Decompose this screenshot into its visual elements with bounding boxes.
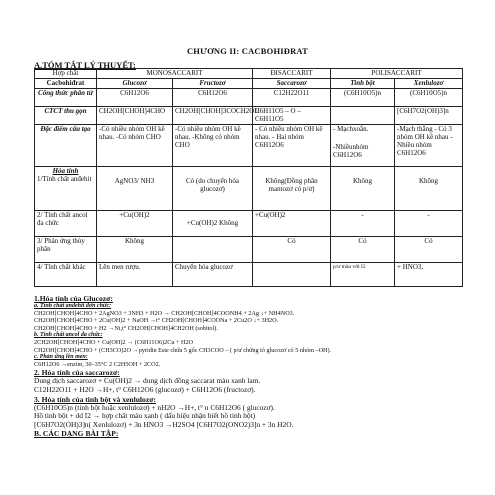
header-disaccarit: ĐISACCARIT (253, 69, 331, 79)
subheading-ancol: b. Tính chất ancol đa chức: (34, 332, 103, 339)
table-cell: p/ư màu với I2 (331, 263, 395, 287)
table-cell: +Cu(OH)2 Không (173, 211, 253, 237)
equation-line: 2CH2OH[CHOH]4CHO + Cu(OH)2 → (C6H11O6)2Cu + H2O (34, 339, 194, 347)
table-cell: C6H12O6 (97, 89, 173, 107)
col-xenlulozo: Xenlulozơ (395, 79, 463, 89)
heading-bai-tap: B. CÁC DẠNG BÀI TẬP: (34, 429, 119, 439)
table-row (35, 125, 463, 167)
equation-line: (C6H10O5)n (tinh bột hoặc xenlulozơ) + nH2O →H+, t° n C6H12O6 ( glucozơ). (34, 403, 275, 412)
row-label: 2/ Tính chất ancol đa chức (35, 211, 97, 237)
table-cell: Không(Đồng phân mantozơ có p/ư) (253, 167, 331, 211)
heading-tinh-bot-xenlulozo: 3. Hóa tính của tinh bột và xenlulozơ: (34, 394, 156, 404)
equation-line: C12H22O11 + H2O →H+, t° C6H12O6 (glucozơ) + C6H12O6 (fructozơ). (34, 386, 256, 395)
heading-glucozo: 1.Hóa tính của Glucozơ: (34, 294, 113, 303)
table-cell: -Có nhiều nhóm OH kề nhau. -Không có nhóm CHO (173, 125, 253, 167)
table-row (35, 237, 463, 263)
table-cell: Có (253, 237, 331, 263)
row-label (35, 167, 97, 211)
equation-line: CH2OH[CHOH]4CHO + 2AgNO3 + 3NH3 + H2O → CH2OH[CHOH]4COONH4 + 2Ag ↓+ NH4NO3. (34, 310, 295, 317)
equation-line: CH2OH[CHOH]4CHO + H2 →Ni,t° CH2OH[CHOH]4CH2OH (sobitol). (34, 324, 218, 332)
row-label: Đặc điểm cấu tạo (35, 125, 97, 167)
col-fructozo: Fructozơ (173, 79, 253, 89)
table-cell: [C6H7O2(OH)3]n (395, 107, 463, 125)
table-cell: +Cu(OH)2 (97, 211, 173, 237)
table-cell: CH2OH[CHOH]4CHO (97, 107, 173, 125)
col-saccarozo: Saccarozơ (253, 79, 331, 89)
table-cell (173, 237, 253, 263)
equation-line: Hồ tinh bột + dd I2 → hợp chất màu xanh ( dấu hiệu nhận biết hồ tinh bột) (34, 412, 256, 421)
chapter-title: CHƯƠNG II: CACBOHIĐRAT (186, 46, 309, 56)
table-row (35, 167, 463, 211)
table-cell (331, 107, 395, 125)
table-row (35, 107, 463, 125)
header-hop-chat: Hợp chất (35, 69, 97, 79)
cell-line: -Nhiềunhóm C6H12O6 (333, 143, 369, 159)
table-cell: Không (97, 237, 173, 263)
equation-line: CH2OH[CHOH]4CHO + (CH3CO)2O →pyridin Este chứa 5 gốc CH3COO – ( p/ư chứng tỏ glucozơ có 5 nhóm –OH). (34, 346, 332, 354)
table-row (35, 79, 463, 89)
table-cell: Không (395, 167, 463, 211)
table-row (35, 263, 463, 287)
table-cell (253, 263, 331, 287)
header-polisaccarit: POLISACCARIT (331, 69, 463, 79)
section-a-heading: A.TÓM TẮT LÝ THUYẾT: (34, 60, 136, 70)
row-label: Công thức phân tử (35, 89, 97, 107)
equation-line: CH2OH[CHOH]4CHO + 2Cu(OH)2 + NaOH →t° CH2OH[CHOH]4COONa + 2Cu2O ↓+ 3H2O. (34, 317, 279, 325)
table-cell: (C6H10O5)n (331, 89, 395, 107)
table-cell: CH2OH[CHOH]3COCH2OH (173, 107, 253, 125)
theory-notes (34, 294, 474, 438)
summary-table (34, 68, 463, 287)
table-cell: Có (331, 237, 395, 263)
table-cell: (C6H10O5)n (395, 89, 463, 107)
table-cell (331, 125, 395, 167)
col-glucozo: Glucozơ (97, 79, 173, 89)
table-cell: - (331, 211, 395, 237)
subheading-andehit: a. Tính chất anđehit đơn chức: (34, 303, 112, 309)
subheading-len-men: c. Phản ứng lên men: (34, 354, 88, 361)
table-cell: Chuyển hóa glucozơ (173, 263, 253, 287)
table-cell: C6H12O6 (173, 89, 253, 107)
table-cell: - Có nhiều nhóm OH kề nhau. - Hai nhóm C6H12O6 (253, 125, 331, 167)
equation-line: [C6H7O2(OH)3]n( Xenlulozơ) + 3n HNO3 →H2SO4 [C6H7O2(ONO2)3]n + 3n H2O. (34, 420, 294, 429)
row-sublabel: 1/Tính chất anđehit (37, 175, 92, 183)
table-row (35, 89, 463, 107)
table-cell: -Mạch thẳng - Có 3 nhóm OH kề nhau - Nhiều nhóm C6H12O6 (395, 125, 463, 167)
table-cell: +Cu(OH)2 (253, 211, 331, 237)
table-cell: + HNO3, (395, 263, 463, 287)
table-cell: -Có nhiều nhóm OH kề nhau. -Có nhóm CHO (97, 125, 173, 167)
table-cell: AgNO3/ NH3 (97, 167, 173, 211)
table-cell: Lên men rượu. (97, 263, 173, 287)
row-label: Cacbohiđrat (35, 79, 97, 89)
equation-line: Dung dịch saccarozơ + Cu(OH)2 → dung dịch đồng saccarat màu xanh lam. (34, 377, 261, 386)
col-tinh-bot: Tinh bột (331, 79, 395, 89)
cell-line: - Mạchxoắn. (333, 125, 369, 133)
row-label: 3/ Phản ứng thủy phân (35, 237, 97, 263)
table-cell: Có (do chuyển hóa glucozơ) (173, 167, 253, 211)
table-header-row (35, 69, 463, 79)
table-cell: C6H11O5 – O – C6H11O5 (253, 107, 331, 125)
row-label: CTCT thu gọn (35, 107, 97, 125)
table-cell: Không (331, 167, 395, 211)
table-cell: Có (395, 237, 463, 263)
equation-line: C6H12O6 →enzim, 30–35°C 2 C2H5OH + 2CO2. (34, 361, 161, 369)
hoa-tinh-label: Hóa tính (52, 167, 79, 175)
table-row (35, 211, 463, 237)
table-cell: C12H22O11 (253, 89, 331, 107)
row-label: 4/ Tính chất khác (35, 263, 97, 287)
heading-saccarozo: 2. Hóa tính của saccarozơ: (34, 368, 120, 378)
table-cell: - (395, 211, 463, 237)
header-monosaccarit: MONOSACCARIT (97, 69, 253, 79)
